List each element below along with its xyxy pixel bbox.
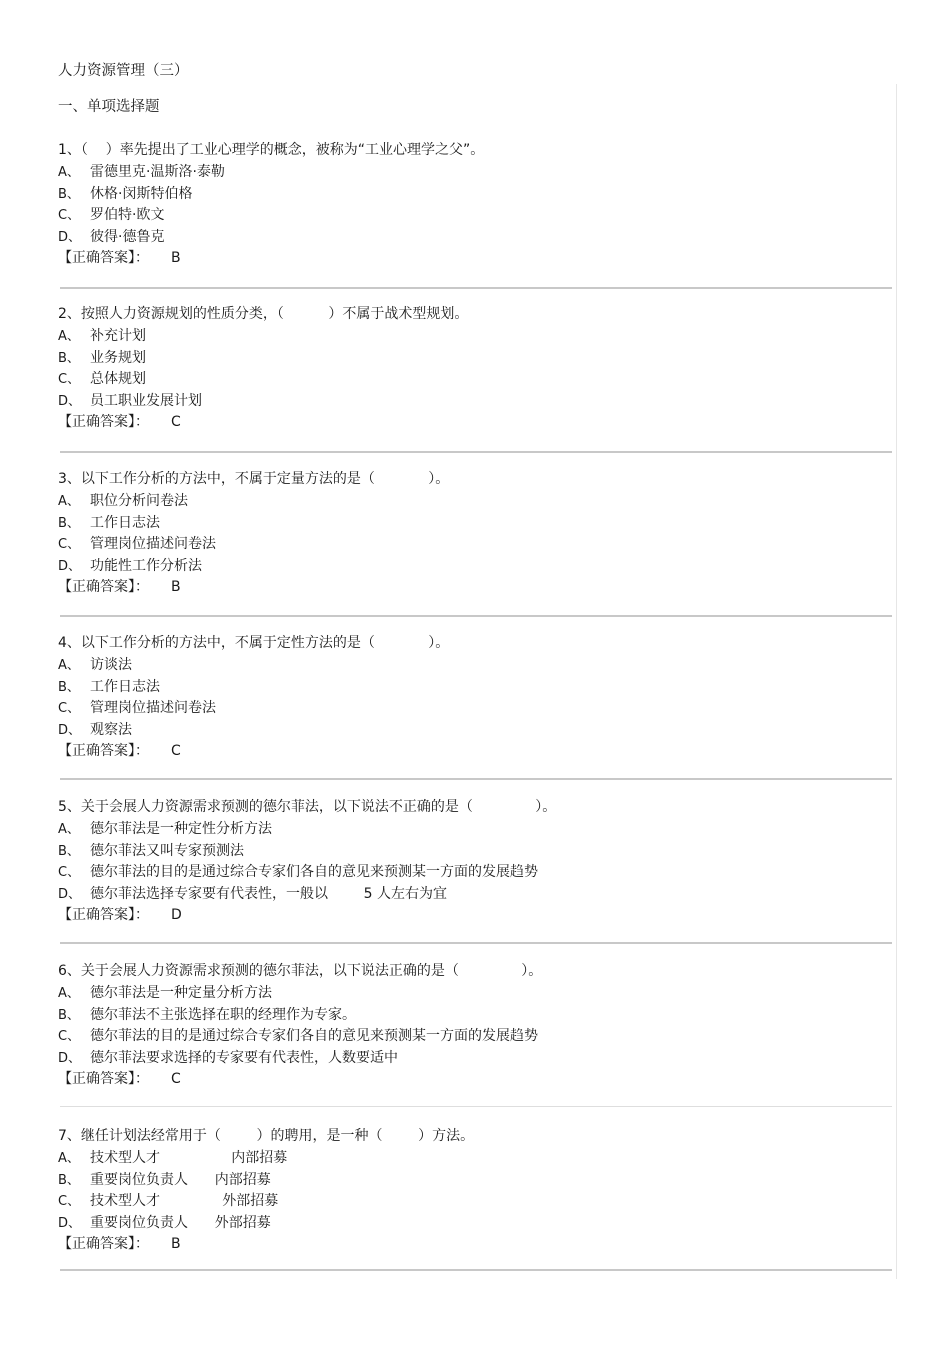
option-c bbox=[58, 205, 892, 227]
correct-answer bbox=[58, 905, 892, 927]
question-text: 2、按照人力资源规划的性质分类，（ ）不属于战术型规划。 bbox=[58, 306, 469, 322]
correct-answer bbox=[58, 412, 892, 434]
option-c bbox=[58, 1026, 892, 1048]
question-1 bbox=[58, 140, 892, 270]
option-letter: D、 bbox=[58, 1050, 82, 1066]
answer-label: 【正确答案】： bbox=[58, 907, 149, 923]
option-a bbox=[58, 326, 892, 348]
option-letter: B、 bbox=[58, 843, 80, 859]
option-c bbox=[58, 369, 892, 391]
option-text: 职位分析问卷法 bbox=[90, 493, 188, 509]
option-d bbox=[58, 227, 892, 249]
option-d bbox=[58, 391, 892, 413]
option-c bbox=[58, 862, 892, 884]
section-title: 一、单项选择题 bbox=[58, 99, 160, 115]
page-right-border bbox=[896, 84, 897, 1279]
option-text: 德尔菲法选择专家要有代表性，一般以 5 人左右为宜 bbox=[90, 885, 447, 902]
question-divider bbox=[60, 1106, 892, 1107]
question-5 bbox=[58, 797, 892, 927]
answer-label: 【正确答案】： bbox=[58, 1071, 149, 1087]
answer-value: D bbox=[171, 907, 182, 923]
question-6 bbox=[58, 961, 892, 1091]
option-letter: C、 bbox=[58, 1029, 81, 1044]
answer-label: 【正确答案】： bbox=[58, 579, 149, 595]
answer-value: B bbox=[171, 250, 181, 266]
question-divider bbox=[60, 451, 892, 453]
question-text: 3、以下工作分析的方法中，不属于定量方法的是（ ）。 bbox=[58, 471, 450, 487]
question-text: 6、关于会展人力资源需求预测的德尔菲法，以下说法正确的是（ ）。 bbox=[58, 963, 543, 979]
option-text: 工作日志法 bbox=[90, 678, 160, 695]
option-b bbox=[58, 677, 892, 699]
option-text: 访谈法 bbox=[90, 657, 132, 673]
option-text: 德尔菲法又叫专家预测法 bbox=[90, 842, 244, 859]
option-text: 重要岗位负责人 内部招募 bbox=[90, 1171, 271, 1188]
question-divider bbox=[60, 942, 892, 944]
option-letter: A、 bbox=[58, 329, 80, 344]
option-text: 观察法 bbox=[90, 721, 132, 738]
option-a bbox=[58, 162, 892, 184]
option-text: 员工职业发展计划 bbox=[90, 392, 202, 409]
option-letter: B、 bbox=[58, 186, 80, 202]
option-letter: A、 bbox=[58, 1151, 80, 1166]
question-divider bbox=[60, 287, 892, 289]
option-b bbox=[58, 1005, 892, 1027]
option-a bbox=[58, 1148, 892, 1170]
option-letter: C、 bbox=[58, 701, 81, 716]
option-text: 功能性工作分析法 bbox=[90, 557, 202, 574]
answer-label: 【正确答案】： bbox=[58, 250, 149, 266]
question-text: 5、关于会展人力资源需求预测的德尔菲法，以下说法不正确的是（ ）。 bbox=[58, 799, 557, 815]
question-divider bbox=[60, 778, 892, 780]
answer-value: C bbox=[171, 1071, 181, 1087]
question-text: 7、继任计划法经常用于（ ）的聘用，是一种（ ）方法。 bbox=[58, 1128, 475, 1144]
correct-answer bbox=[58, 577, 892, 599]
correct-answer bbox=[58, 1069, 892, 1091]
correct-answer bbox=[58, 1234, 892, 1256]
option-text: 管理岗位描述问卷法 bbox=[90, 536, 216, 552]
option-letter: B、 bbox=[58, 1007, 80, 1023]
option-text: 德尔菲法要求选择的专家要有代表性，人数要适中 bbox=[90, 1049, 398, 1066]
option-letter: A、 bbox=[58, 986, 80, 1001]
option-letter: A、 bbox=[58, 494, 80, 509]
answer-value: B bbox=[171, 579, 181, 595]
option-letter: C、 bbox=[58, 1194, 81, 1209]
question-7 bbox=[58, 1126, 892, 1256]
option-letter: C、 bbox=[58, 865, 81, 880]
option-letter: B、 bbox=[58, 679, 80, 695]
option-a bbox=[58, 983, 892, 1005]
option-text: 德尔菲法的目的是通过综合专家们各自的意见来预测某一方面的发展趋势 bbox=[90, 1028, 538, 1044]
option-text: 彼得·德鲁克 bbox=[90, 228, 165, 245]
option-letter: B、 bbox=[58, 1172, 80, 1188]
option-letter: D、 bbox=[58, 886, 82, 902]
question-2 bbox=[58, 304, 892, 434]
option-text: 德尔菲法不主张选择在职的经理作为专家。 bbox=[90, 1006, 356, 1023]
option-text: 技术型人才 内部招募 bbox=[90, 1150, 288, 1166]
option-a bbox=[58, 655, 892, 677]
option-b bbox=[58, 841, 892, 863]
answer-value: C bbox=[171, 743, 181, 759]
question-text: 1、（ ）率先提出了工业心理学的概念，被称为“工业心理学之父”。 bbox=[58, 142, 485, 158]
option-d bbox=[58, 1213, 892, 1235]
correct-answer bbox=[58, 741, 892, 763]
question-4 bbox=[58, 633, 892, 763]
option-letter: B、 bbox=[58, 350, 80, 366]
option-b bbox=[58, 348, 892, 370]
option-text: 休格·闵斯特伯格 bbox=[90, 185, 193, 202]
option-b bbox=[58, 1170, 892, 1192]
option-c bbox=[58, 1191, 892, 1213]
option-letter: B、 bbox=[58, 515, 80, 531]
option-b bbox=[58, 513, 892, 535]
option-letter: D、 bbox=[58, 229, 82, 245]
option-text: 德尔菲法的目的是通过综合专家们各自的意见来预测某一方面的发展趋势 bbox=[90, 864, 538, 880]
answer-label: 【正确答案】： bbox=[58, 1236, 149, 1252]
option-text: 德尔菲法是一种定量分析方法 bbox=[90, 985, 272, 1001]
option-letter: C、 bbox=[58, 537, 81, 552]
option-text: 补充计划 bbox=[90, 328, 146, 344]
option-letter: D、 bbox=[58, 1215, 82, 1231]
option-text: 技术型人才 外部招募 bbox=[90, 1193, 279, 1209]
option-d bbox=[58, 720, 892, 742]
answer-value: B bbox=[171, 1236, 181, 1252]
answer-value: C bbox=[171, 414, 181, 430]
correct-answer bbox=[58, 248, 892, 270]
option-text: 德尔菲法是一种定性分析方法 bbox=[90, 821, 272, 837]
option-a bbox=[58, 819, 892, 841]
option-letter: D、 bbox=[58, 558, 82, 574]
question-divider bbox=[60, 1269, 892, 1271]
option-d bbox=[58, 884, 892, 906]
option-a bbox=[58, 491, 892, 513]
option-b bbox=[58, 184, 892, 206]
answer-label: 【正确答案】： bbox=[58, 414, 149, 430]
option-text: 重要岗位负责人 外部招募 bbox=[90, 1214, 271, 1231]
option-c bbox=[58, 698, 892, 720]
option-text: 雷德里克·温斯洛·泰勒 bbox=[90, 164, 225, 180]
option-letter: A、 bbox=[58, 822, 80, 837]
option-letter: C、 bbox=[58, 372, 81, 387]
document-title: 人力资源管理（三） bbox=[58, 63, 189, 79]
option-text: 管理岗位描述问卷法 bbox=[90, 700, 216, 716]
option-letter: D、 bbox=[58, 393, 82, 409]
option-letter: A、 bbox=[58, 165, 80, 180]
option-text: 业务规划 bbox=[90, 349, 146, 366]
option-letter: D、 bbox=[58, 722, 82, 738]
option-text: 总体规划 bbox=[90, 371, 146, 387]
option-c bbox=[58, 534, 892, 556]
question-3 bbox=[58, 469, 892, 599]
option-d bbox=[58, 1048, 892, 1070]
option-letter: C、 bbox=[58, 208, 81, 223]
option-text: 工作日志法 bbox=[90, 514, 160, 531]
answer-label: 【正确答案】： bbox=[58, 743, 149, 759]
option-d bbox=[58, 556, 892, 578]
question-divider bbox=[60, 615, 892, 617]
option-text: 罗伯特·欧文 bbox=[90, 207, 165, 223]
option-letter: A、 bbox=[58, 658, 80, 673]
question-text: 4、以下工作分析的方法中，不属于定性方法的是（ ）。 bbox=[58, 635, 450, 651]
